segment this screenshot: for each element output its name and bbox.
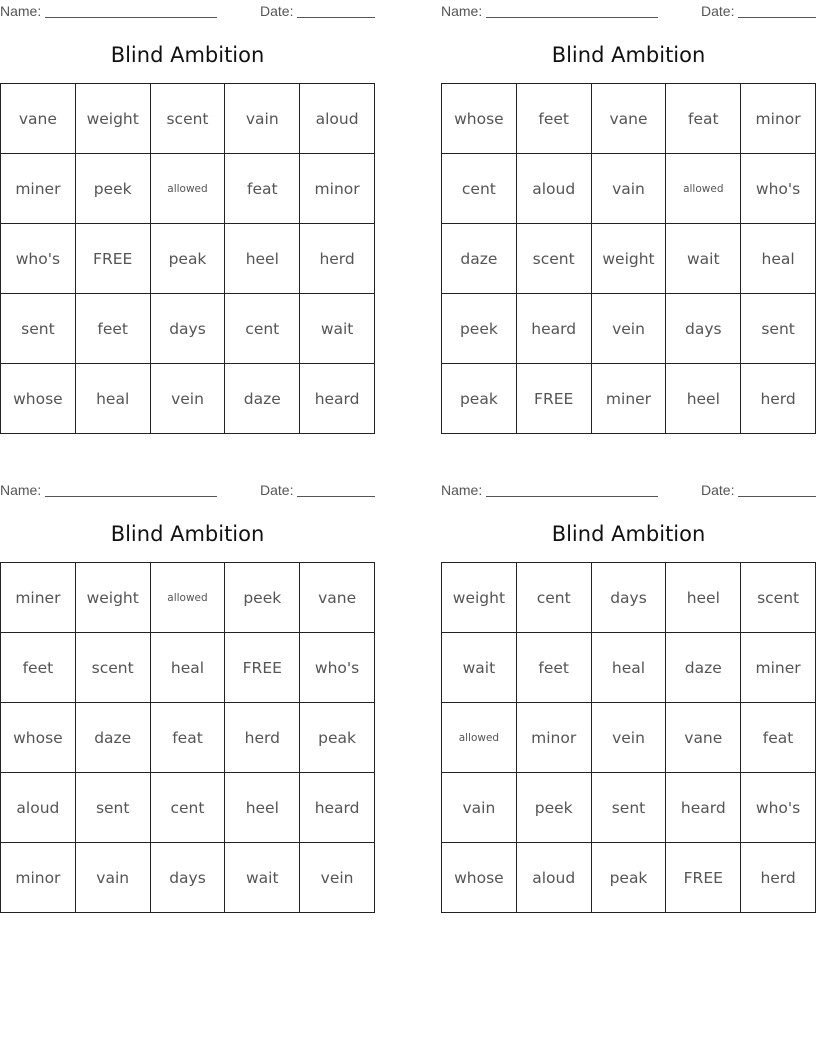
bingo-cell: cent	[151, 773, 226, 843]
bingo-cell: heel	[225, 224, 300, 294]
date-blank-line	[738, 496, 816, 497]
bingo-cell: allowed	[666, 154, 741, 224]
bingo-cell: scent	[151, 84, 226, 154]
bingo-cell: heel	[666, 563, 741, 633]
bingo-card-4	[441, 479, 816, 919]
bingo-cell: FREE	[225, 633, 300, 703]
bingo-cell: aloud	[517, 154, 592, 224]
bingo-cell: minor	[517, 703, 592, 773]
bingo-cell: aloud	[300, 84, 375, 154]
bingo-cell: feat	[151, 703, 226, 773]
name-date-row	[0, 482, 375, 498]
bingo-cell: feet	[76, 294, 151, 364]
bingo-cell: allowed	[442, 703, 517, 773]
bingo-cell: peak	[151, 224, 226, 294]
name-label: Name:	[0, 3, 42, 19]
bingo-cell: wait	[225, 843, 300, 913]
bingo-cell: daze	[76, 703, 151, 773]
bingo-cell: vane	[1, 84, 76, 154]
bingo-cell: heal	[741, 224, 816, 294]
bingo-cell: wait	[442, 633, 517, 703]
card-title: Blind Ambition	[110, 522, 265, 546]
bingo-cell: scent	[517, 224, 592, 294]
bingo-cell: vane	[592, 84, 667, 154]
bingo-cell: herd	[741, 843, 816, 913]
bingo-cell: heard	[300, 364, 375, 434]
bingo-cell: heard	[300, 773, 375, 843]
bingo-cell: vein	[151, 364, 226, 434]
name-blank-line	[486, 17, 658, 18]
date-blank-line	[297, 496, 375, 497]
card-title: Blind Ambition	[551, 43, 706, 67]
bingo-cell: heal	[592, 633, 667, 703]
bingo-cell: vein	[592, 294, 667, 364]
bingo-cell: allowed	[151, 563, 226, 633]
bingo-cell: vain	[225, 84, 300, 154]
bingo-cell: aloud	[517, 843, 592, 913]
bingo-grid	[0, 83, 375, 434]
bingo-grid	[441, 83, 816, 434]
bingo-cell: feat	[666, 84, 741, 154]
bingo-cell: feat	[225, 154, 300, 224]
name-blank-line	[486, 496, 658, 497]
bingo-cell: weight	[592, 224, 667, 294]
name-blank-line	[45, 17, 217, 18]
date-label: Date:	[260, 482, 294, 498]
bingo-card-1	[0, 0, 375, 440]
name-blank-line	[45, 496, 217, 497]
bingo-cell: vain	[442, 773, 517, 843]
bingo-cell: aloud	[1, 773, 76, 843]
bingo-cell: heal	[151, 633, 226, 703]
bingo-cell: days	[666, 294, 741, 364]
bingo-cell: whose	[1, 703, 76, 773]
bingo-cell: peek	[442, 294, 517, 364]
bingo-cell: miner	[1, 563, 76, 633]
bingo-cell: miner	[741, 633, 816, 703]
bingo-cell: sent	[592, 773, 667, 843]
bingo-cell: peek	[517, 773, 592, 843]
bingo-cell: heel	[666, 364, 741, 434]
bingo-card-2	[441, 0, 816, 440]
bingo-cell: vein	[300, 843, 375, 913]
bingo-cell: herd	[741, 364, 816, 434]
name-label: Name:	[0, 482, 42, 498]
bingo-cell: vane	[300, 563, 375, 633]
bingo-cell: vein	[592, 703, 667, 773]
bingo-cell: feat	[741, 703, 816, 773]
bingo-cell: miner	[592, 364, 667, 434]
bingo-cell: daze	[666, 633, 741, 703]
card-title: Blind Ambition	[110, 43, 265, 67]
bingo-cell: whose	[1, 364, 76, 434]
name-label: Name:	[441, 3, 483, 19]
date-label: Date:	[701, 482, 735, 498]
bingo-cell: minor	[1, 843, 76, 913]
date-blank-line	[297, 17, 375, 18]
bingo-cell: FREE	[666, 843, 741, 913]
bingo-cell: miner	[1, 154, 76, 224]
bingo-cell: vane	[666, 703, 741, 773]
name-label: Name:	[441, 482, 483, 498]
bingo-cell: wait	[300, 294, 375, 364]
bingo-cell: vain	[592, 154, 667, 224]
date-blank-line	[738, 17, 816, 18]
bingo-grid	[0, 562, 375, 913]
bingo-cell: heard	[517, 294, 592, 364]
bingo-cell: scent	[741, 563, 816, 633]
bingo-cell: heard	[666, 773, 741, 843]
bingo-card-3	[0, 479, 375, 919]
bingo-cell: peak	[592, 843, 667, 913]
bingo-cell: daze	[225, 364, 300, 434]
bingo-cell: cent	[225, 294, 300, 364]
bingo-cell: feet	[517, 84, 592, 154]
bingo-cell: weight	[76, 563, 151, 633]
bingo-cell: heel	[225, 773, 300, 843]
bingo-grid	[441, 562, 816, 913]
bingo-cell: who's	[741, 154, 816, 224]
bingo-cell: weight	[442, 563, 517, 633]
bingo-cell: peak	[442, 364, 517, 434]
bingo-cell: minor	[300, 154, 375, 224]
name-date-row	[0, 3, 375, 19]
bingo-cell: FREE	[76, 224, 151, 294]
bingo-cell: feet	[517, 633, 592, 703]
bingo-cell: who's	[1, 224, 76, 294]
bingo-cell: peak	[300, 703, 375, 773]
bingo-cell: sent	[76, 773, 151, 843]
date-label: Date:	[260, 3, 294, 19]
bingo-cell: sent	[1, 294, 76, 364]
bingo-cell: scent	[76, 633, 151, 703]
bingo-cell: wait	[666, 224, 741, 294]
bingo-cell: FREE	[517, 364, 592, 434]
bingo-cell: days	[592, 563, 667, 633]
bingo-cell: weight	[76, 84, 151, 154]
bingo-cell: daze	[442, 224, 517, 294]
bingo-cell: herd	[225, 703, 300, 773]
name-date-row	[441, 3, 816, 19]
bingo-cell: whose	[442, 84, 517, 154]
bingo-cell: feet	[1, 633, 76, 703]
bingo-cell: cent	[517, 563, 592, 633]
bingo-cell: peek	[225, 563, 300, 633]
date-label: Date:	[701, 3, 735, 19]
bingo-cell: days	[151, 843, 226, 913]
bingo-cell: whose	[442, 843, 517, 913]
bingo-cell: who's	[741, 773, 816, 843]
bingo-cell: minor	[741, 84, 816, 154]
bingo-cell: cent	[442, 154, 517, 224]
bingo-cell: sent	[741, 294, 816, 364]
card-title: Blind Ambition	[551, 522, 706, 546]
bingo-cell: peek	[76, 154, 151, 224]
bingo-cell: vain	[76, 843, 151, 913]
bingo-cell: who's	[300, 633, 375, 703]
bingo-cell: days	[151, 294, 226, 364]
bingo-cell: heal	[76, 364, 151, 434]
name-date-row	[441, 482, 816, 498]
bingo-cell: herd	[300, 224, 375, 294]
bingo-cell: allowed	[151, 154, 226, 224]
